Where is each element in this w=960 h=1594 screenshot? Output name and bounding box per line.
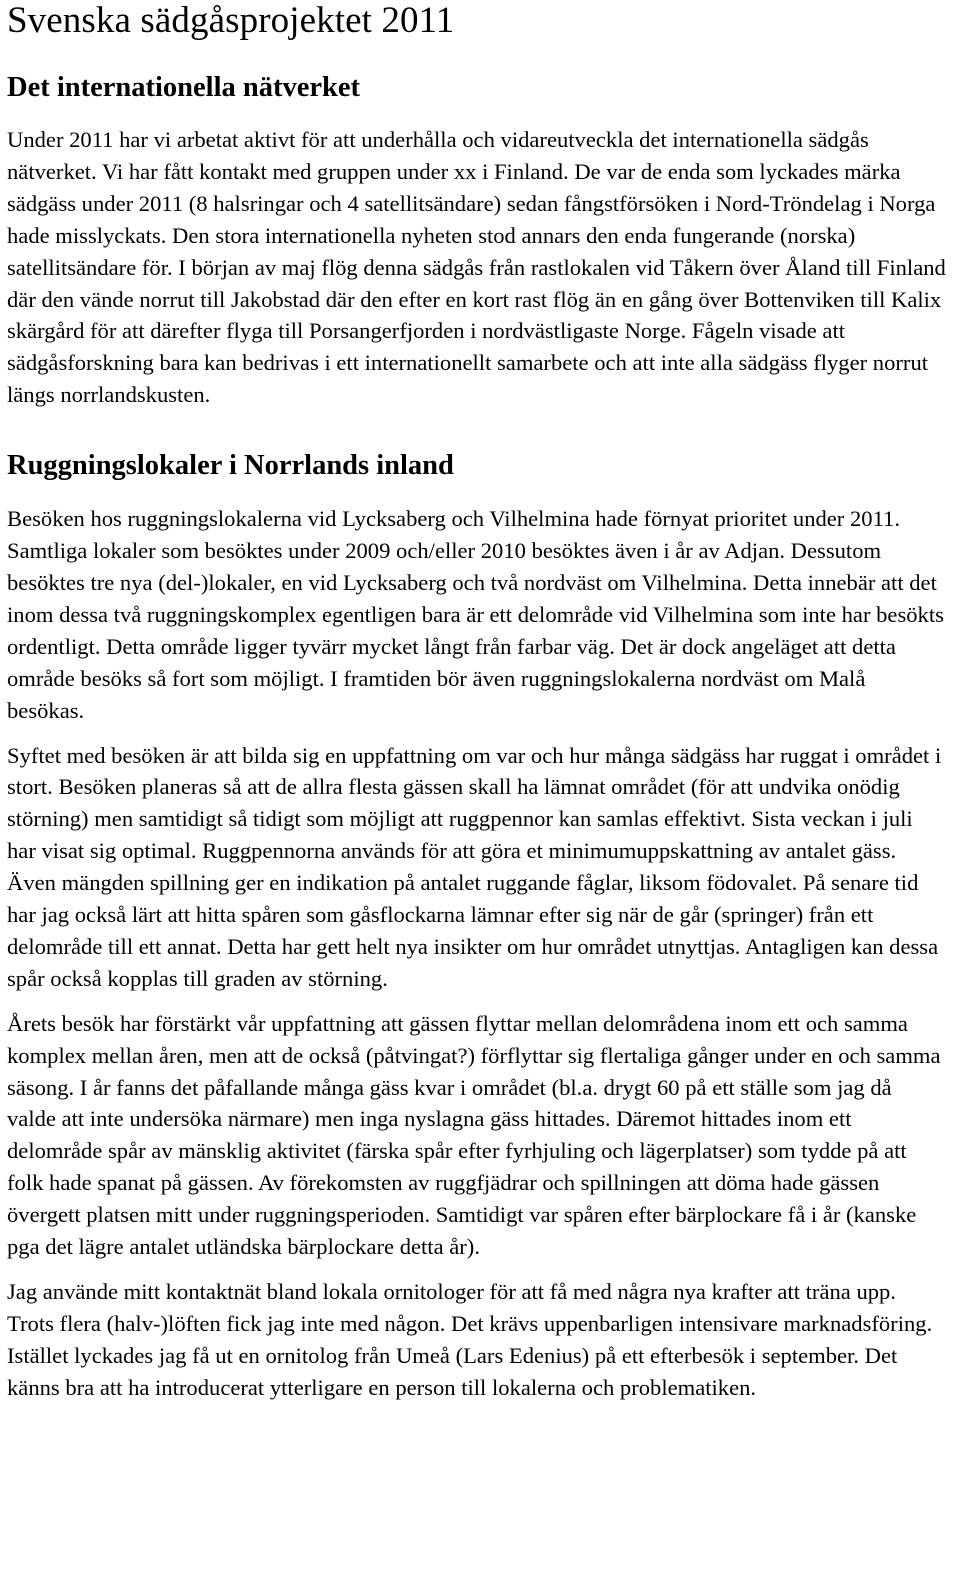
section-heading-molting-sites: Ruggningslokaler i Norrlands inland (7, 450, 454, 482)
paragraph-molting-visits: Besöken hos ruggningslokalerna vid Lycksaberg och Vilhelmina hade förnyat prioritet under 2011. Samtliga lokaler som besöktes under 2009 och/eller 2010 besöktes även i år av Adjan. Dessutom besöktes tre nya (del-)lokaler, en vid Lycksaberg och två nordväst om Vilhelmina. Detta innebär att det inom dessa två ruggningskomplex egentligen bara är ett delområde vid Vilhelmina som inte har besökts ordentligt. Detta område ligger tyvärr mycket långt från farbar väg. Det är dock angeläget att detta område besöks så fort som möjligt. I framtiden bör även ruggningslokalerna nordväst om Malå besökas. (7, 506, 944, 723)
paragraph-molting-contacts: Jag använde mitt kontaktnät bland lokala ornitologer för att få med några nya krafter att träna upp. Trots flera (halv-)löften fick jag inte med någon. Det krävs uppenbarligen intensivare marknadsföring. Istället lyckades jag få ut en ornitolog från Umeå (Lars Edenius) på ett efterbesök i september. Det känns bra att ha introducerat ytterligare en person till lokalerna och problematiken. (7, 1279, 933, 1400)
document-title: Svenska sädgåsprojektet 2011 (7, 0, 455, 41)
paragraph-molting-purpose: Syftet med besöken är att bilda sig en uppfattning om var och hur många sädgäss har ruggat i området i stort. Besöken planeras så att de allra flesta gässen skall ha lämnat området (för att undvika onödig störning) men samtidigt så tidigt som möjligt att ruggpennor kan samlas effektivt. Sista veckan i juli har visat sig optimal. Ruggpennorna används för att göra et minimumuppskattning av antalet gäss. Även mängden spillning ger en indikation på antalet ruggande fåglar, liksom födovalet. På senare tid har jag också lärt att hitta spåren som gåsflockarna lämnar efter sig när de går (springer) från ett delområde till ett annat. Detta har gett helt nya insikter om hur området utnyttjas. Antagligen kan dessa spår också kopplas till graden av störning. (7, 742, 942, 991)
paragraph-molting-results: Årets besök har förstärkt vår uppfattning att gässen flyttar mellan delområdena inom ett och samma komplex mellan åren, men att de också (påtvingat?) förflyttar sig flertaliga gånger under en och samma säsong. I år fanns det påfallande många gäss kvar i området (bl.a. drygt 60 på ett ställe som jag då valde att inte undersöka närmare) men inga nyslagna gäss hittades. Däremot hittades inom ett delområde spår av mänsklig aktivitet (färska spår efter fyrhjuling och lägerplatser) som tydde på att folk hade spanat på gässen. Av förekomsten av ruggfjädrar och spillningen att döma hade gässen övergett platsen mitt under ruggningsperioden. Samtidigt var spåren efter bärplockare få i år (kanske pga det lägre antalet utländska bärplockare detta år). (7, 1010, 941, 1260)
section-heading-network: Det internationella nätverket (7, 72, 361, 103)
paragraph-network: Under 2011 har vi arbetat aktivt för att underhålla och vidareutveckla det internationella sädgås nätverket. Vi har fått kontakt med gruppen under xx i Finland. De var de enda som lyckades märka sädgäss under 2011 (8 halsringar och 4 satellitsändare) sedan fångstförsöken i Nord-Tröndelag i Norga hade misslyckats. Den stora internationella nyheten stod annars den enda fungerande (norska) satellitsändare för. I början av maj flög denna sädgås från rastlokalen vid Tåkern över Åland till Finland där den vände norrut till Jakobstad där den efter en kort rast flög än en gång över Bottenviken till Kalix skärgård för att därefter flyga till Porsangerfjorden i nordvästligaste Norge. Fågeln visade att sädgåsforskning bara kan bedrivas i ett internationellt samarbete och att inte alla sädgäss flyger norrut längs norrlandskusten. (7, 127, 946, 408)
